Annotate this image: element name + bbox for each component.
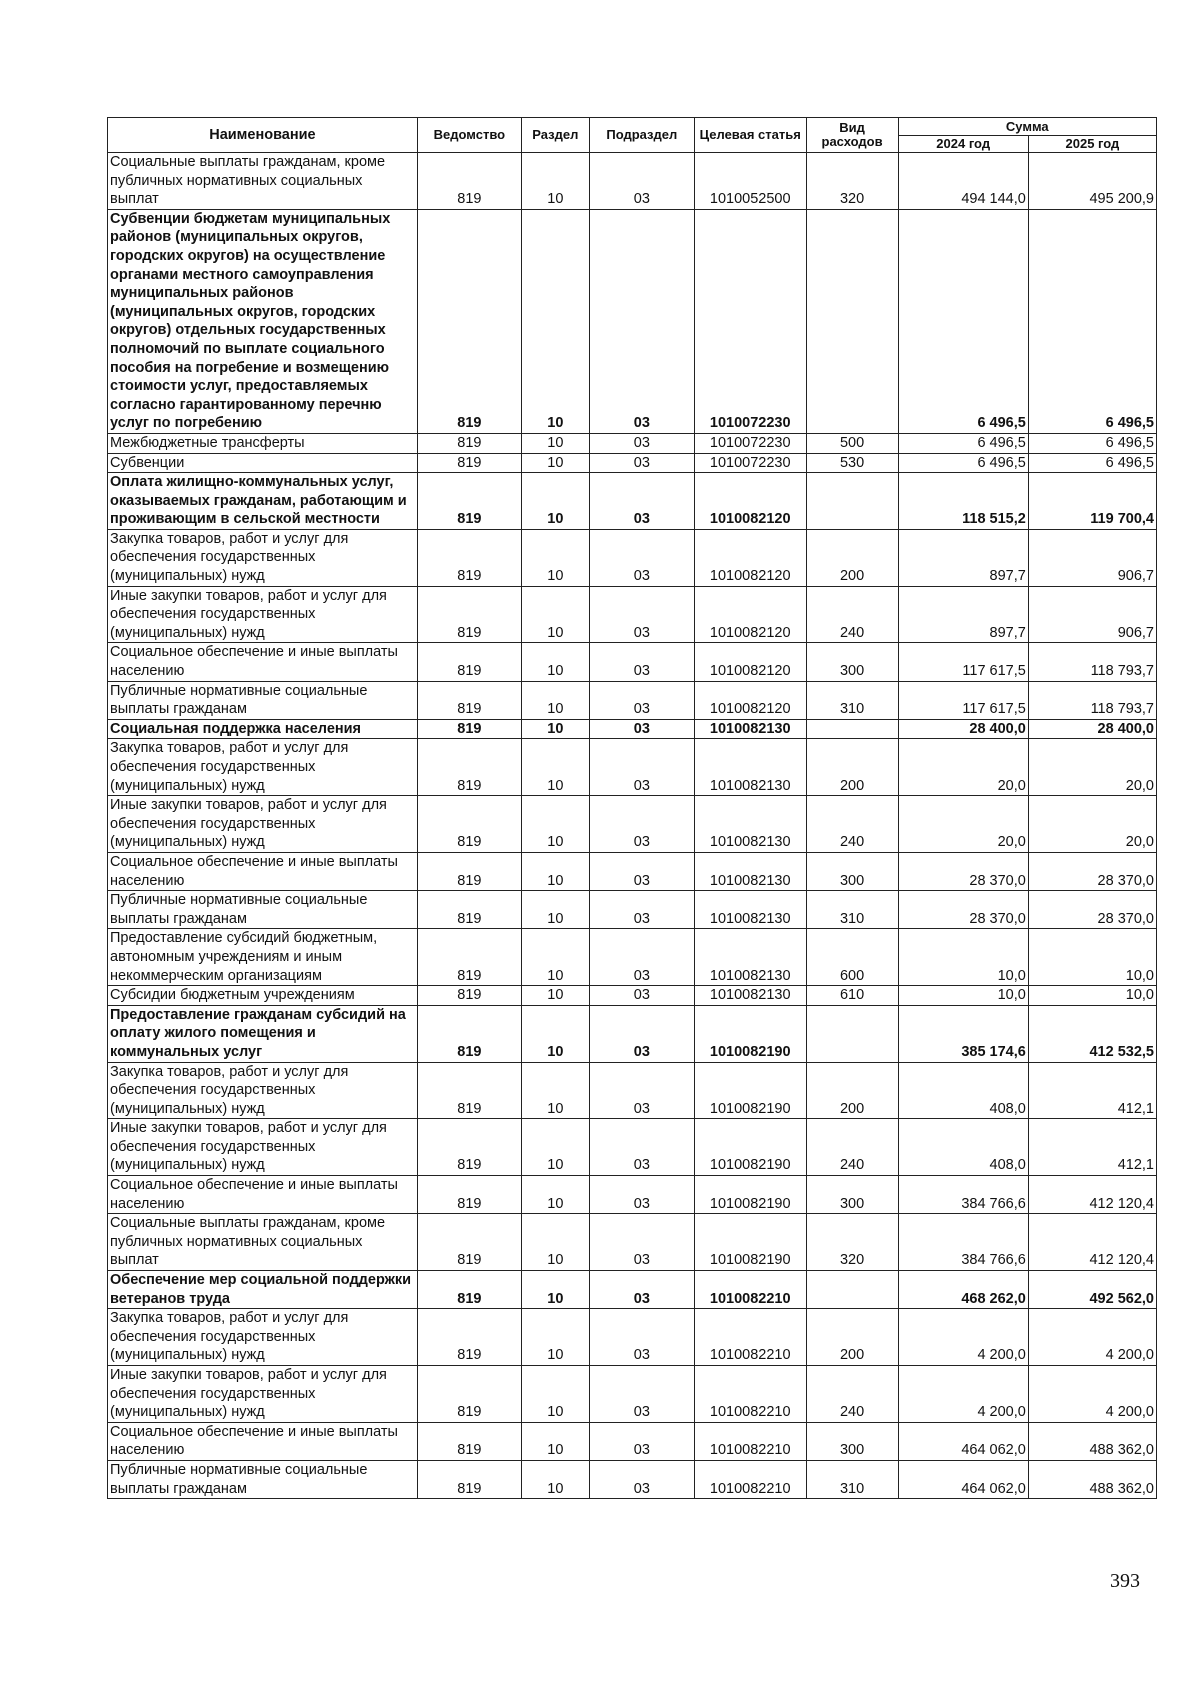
expense-type-cell [806, 719, 898, 739]
sum-2025-cell: 6 496,5 [1028, 433, 1156, 453]
table-row [108, 1366, 1157, 1423]
subsection-cell: 03 [589, 433, 694, 453]
sum-2025-cell: 10,0 [1028, 986, 1156, 1006]
expense-type-cell [806, 473, 898, 530]
sum-2024-cell: 117 617,5 [898, 681, 1028, 719]
expense-type-cell: 530 [806, 453, 898, 473]
subsection-cell: 03 [589, 1271, 694, 1309]
section-cell: 10 [521, 891, 589, 929]
subsection-cell: 03 [589, 586, 694, 643]
sum-2025-cell: 28 370,0 [1028, 891, 1156, 929]
row-name-cell: Субвенции [108, 453, 418, 473]
section-cell: 10 [521, 1366, 589, 1423]
expense-type-cell: 320 [806, 1214, 898, 1271]
sum-2024-cell: 4 200,0 [898, 1309, 1028, 1366]
expense-type-cell [806, 1271, 898, 1309]
table-row [108, 719, 1157, 739]
row-name-cell: Социальная поддержка населения [108, 719, 418, 739]
subsection-cell: 03 [589, 529, 694, 586]
row-name-cell: Предоставление гражданам субсидий на оплату жилого помещения и коммунальных услуг [108, 1005, 418, 1062]
row-name-cell: Иные закупки товаров, работ и услуг для обеспечения государственных (муниципальных) нужд [108, 586, 418, 643]
table-row [108, 796, 1157, 853]
subsection-cell: 03 [589, 153, 694, 210]
department-cell: 819 [417, 1366, 521, 1423]
department-cell: 819 [417, 1005, 521, 1062]
sum-2024-cell: 118 515,2 [898, 473, 1028, 530]
expense-type-cell: 200 [806, 529, 898, 586]
target-article-cell: 1010082120 [694, 586, 806, 643]
sum-2025-cell: 28 400,0 [1028, 719, 1156, 739]
table-row [108, 1005, 1157, 1062]
section-cell: 10 [521, 719, 589, 739]
table-row [108, 453, 1157, 473]
expense-type-cell: 300 [806, 643, 898, 681]
target-article-cell: 1010082130 [694, 852, 806, 890]
sum-2025-cell: 412,1 [1028, 1062, 1156, 1119]
target-article-cell: 1010082130 [694, 929, 806, 986]
sum-2025-cell: 4 200,0 [1028, 1366, 1156, 1423]
sum-2025-cell: 20,0 [1028, 739, 1156, 796]
target-article-cell: 1010052500 [694, 153, 806, 210]
section-cell: 10 [521, 1422, 589, 1460]
department-cell: 819 [417, 986, 521, 1006]
target-article-cell: 1010072230 [694, 433, 806, 453]
row-name-cell: Публичные нормативные социальные выплаты гражданам [108, 1460, 418, 1498]
table-body [108, 153, 1157, 1499]
subsection-cell: 03 [589, 681, 694, 719]
row-name-cell: Субвенции бюджетам муниципальных районов (муниципальных округов, городских округов) на осуществление органами местного самоуправления муниципальных районов (муниципальных округов, городских округов) отдельных государственных полномочий по выплате социального пособия на погребение и возмещению стоимости услуг, предоставляемых согласно гарантированному перечню услуг по погребению [108, 209, 418, 433]
sum-2025-cell: 492 562,0 [1028, 1271, 1156, 1309]
department-cell: 819 [417, 433, 521, 453]
section-cell: 10 [521, 1460, 589, 1498]
subsection-cell: 03 [589, 1460, 694, 1498]
department-cell: 819 [417, 739, 521, 796]
section-cell: 10 [521, 986, 589, 1006]
header-year-2025: 2025 год [1028, 136, 1156, 153]
row-name-cell: Закупка товаров, работ и услуг для обеспечения государственных (муниципальных) нужд [108, 1062, 418, 1119]
row-name-cell: Публичные нормативные социальные выплаты гражданам [108, 681, 418, 719]
table-header [108, 118, 1157, 153]
sum-2025-cell: 412,1 [1028, 1119, 1156, 1176]
table-row [108, 1422, 1157, 1460]
expense-type-cell: 240 [806, 1119, 898, 1176]
subsection-cell: 03 [589, 1062, 694, 1119]
table-row [108, 891, 1157, 929]
sum-2024-cell: 20,0 [898, 796, 1028, 853]
row-name-cell: Межбюджетные трансферты [108, 433, 418, 453]
sum-2025-cell: 488 362,0 [1028, 1422, 1156, 1460]
target-article-cell: 1010082210 [694, 1271, 806, 1309]
sum-2024-cell: 897,7 [898, 586, 1028, 643]
table-row [108, 473, 1157, 530]
table-row [108, 153, 1157, 210]
expense-type-cell: 240 [806, 1366, 898, 1423]
expense-type-cell: 320 [806, 153, 898, 210]
sum-2025-cell: 906,7 [1028, 529, 1156, 586]
target-article-cell: 1010082120 [694, 643, 806, 681]
section-cell: 10 [521, 1062, 589, 1119]
row-name-cell: Иные закупки товаров, работ и услуг для обеспечения государственных (муниципальных) нужд [108, 796, 418, 853]
sum-2024-cell: 10,0 [898, 986, 1028, 1006]
expense-type-cell: 310 [806, 681, 898, 719]
target-article-cell: 1010082190 [694, 1062, 806, 1119]
row-name-cell: Закупка товаров, работ и услуг для обеспечения государственных (муниципальных) нужд [108, 739, 418, 796]
sum-2025-cell: 118 793,7 [1028, 681, 1156, 719]
section-cell: 10 [521, 796, 589, 853]
expense-type-cell: 310 [806, 1460, 898, 1498]
row-name-cell: Социальное обеспечение и иные выплаты населению [108, 643, 418, 681]
section-cell: 10 [521, 433, 589, 453]
expense-type-cell: 500 [806, 433, 898, 453]
row-name-cell: Субсидии бюджетным учреждениям [108, 986, 418, 1006]
table-row [108, 1214, 1157, 1271]
sum-2024-cell: 384 766,6 [898, 1214, 1028, 1271]
expense-type-cell [806, 209, 898, 433]
department-cell: 819 [417, 1062, 521, 1119]
expense-type-cell: 240 [806, 586, 898, 643]
table-row [108, 986, 1157, 1006]
sum-2025-cell: 488 362,0 [1028, 1460, 1156, 1498]
section-cell: 10 [521, 929, 589, 986]
target-article-cell: 1010082130 [694, 796, 806, 853]
sum-2024-cell: 468 262,0 [898, 1271, 1028, 1309]
table-row [108, 1176, 1157, 1214]
target-article-cell: 1010082130 [694, 986, 806, 1006]
sum-2025-cell: 412 120,4 [1028, 1176, 1156, 1214]
subsection-cell: 03 [589, 473, 694, 530]
sum-2024-cell: 117 617,5 [898, 643, 1028, 681]
expense-type-cell: 300 [806, 1422, 898, 1460]
budget-page [107, 117, 1157, 1499]
sum-2025-cell: 906,7 [1028, 586, 1156, 643]
sum-2024-cell: 384 766,6 [898, 1176, 1028, 1214]
row-name-cell: Иные закупки товаров, работ и услуг для обеспечения государственных (муниципальных) нужд [108, 1366, 418, 1423]
table-row [108, 433, 1157, 453]
sum-2025-cell: 118 793,7 [1028, 643, 1156, 681]
target-article-cell: 1010082130 [694, 739, 806, 796]
subsection-cell: 03 [589, 929, 694, 986]
department-cell: 819 [417, 1176, 521, 1214]
section-cell: 10 [521, 209, 589, 433]
department-cell: 819 [417, 453, 521, 473]
sum-2024-cell: 28 400,0 [898, 719, 1028, 739]
expense-type-cell: 310 [806, 891, 898, 929]
department-cell: 819 [417, 473, 521, 530]
sum-2024-cell: 464 062,0 [898, 1460, 1028, 1498]
target-article-cell: 1010082120 [694, 473, 806, 530]
row-name-cell: Социальные выплаты гражданам, кроме публичных нормативных социальных выплат [108, 153, 418, 210]
table-row [108, 209, 1157, 433]
sum-2025-cell: 20,0 [1028, 796, 1156, 853]
expense-type-cell: 600 [806, 929, 898, 986]
header-department: Ведомство [417, 118, 521, 153]
section-cell: 10 [521, 529, 589, 586]
page-number: 393 [1110, 1570, 1140, 1592]
section-cell: 10 [521, 453, 589, 473]
target-article-cell: 1010082190 [694, 1005, 806, 1062]
department-cell: 819 [417, 719, 521, 739]
subsection-cell: 03 [589, 986, 694, 1006]
subsection-cell: 03 [589, 719, 694, 739]
header-target-article: Целевая статья [694, 118, 806, 153]
sum-2025-cell: 4 200,0 [1028, 1309, 1156, 1366]
table-row [108, 1062, 1157, 1119]
target-article-cell: 1010082190 [694, 1176, 806, 1214]
department-cell: 819 [417, 529, 521, 586]
target-article-cell: 1010082120 [694, 529, 806, 586]
subsection-cell: 03 [589, 209, 694, 433]
subsection-cell: 03 [589, 852, 694, 890]
expense-type-cell: 240 [806, 796, 898, 853]
department-cell: 819 [417, 891, 521, 929]
department-cell: 819 [417, 1460, 521, 1498]
sum-2024-cell: 408,0 [898, 1062, 1028, 1119]
subsection-cell: 03 [589, 1119, 694, 1176]
subsection-cell: 03 [589, 643, 694, 681]
header-section: Раздел [521, 118, 589, 153]
subsection-cell: 03 [589, 891, 694, 929]
header-subsection: Подраздел [589, 118, 694, 153]
section-cell: 10 [521, 739, 589, 796]
subsection-cell: 03 [589, 739, 694, 796]
section-cell: 10 [521, 1119, 589, 1176]
subsection-cell: 03 [589, 1366, 694, 1423]
sum-2024-cell: 494 144,0 [898, 153, 1028, 210]
target-article-cell: 1010082210 [694, 1460, 806, 1498]
subsection-cell: 03 [589, 453, 694, 473]
row-name-cell: Социальные выплаты гражданам, кроме публичных нормативных социальных выплат [108, 1214, 418, 1271]
section-cell: 10 [521, 643, 589, 681]
department-cell: 819 [417, 681, 521, 719]
table-row [108, 1119, 1157, 1176]
sum-2024-cell: 408,0 [898, 1119, 1028, 1176]
department-cell: 819 [417, 1309, 521, 1366]
table-row [108, 1460, 1157, 1498]
department-cell: 819 [417, 796, 521, 853]
target-article-cell: 1010082130 [694, 891, 806, 929]
department-cell: 819 [417, 153, 521, 210]
department-cell: 819 [417, 1271, 521, 1309]
department-cell: 819 [417, 209, 521, 433]
table-row [108, 529, 1157, 586]
subsection-cell: 03 [589, 796, 694, 853]
subsection-cell: 03 [589, 1309, 694, 1366]
row-name-cell: Социальное обеспечение и иные выплаты населению [108, 852, 418, 890]
target-article-cell: 1010082190 [694, 1214, 806, 1271]
section-cell: 10 [521, 1005, 589, 1062]
sum-2025-cell: 119 700,4 [1028, 473, 1156, 530]
header-year-2024: 2024 год [898, 136, 1028, 153]
subsection-cell: 03 [589, 1005, 694, 1062]
sum-2024-cell: 4 200,0 [898, 1366, 1028, 1423]
section-cell: 10 [521, 1309, 589, 1366]
target-article-cell: 1010082210 [694, 1309, 806, 1366]
section-cell: 10 [521, 1176, 589, 1214]
section-cell: 10 [521, 852, 589, 890]
department-cell: 819 [417, 1119, 521, 1176]
department-cell: 819 [417, 929, 521, 986]
sum-2024-cell: 464 062,0 [898, 1422, 1028, 1460]
budget-table [107, 117, 1157, 1499]
sum-2024-cell: 20,0 [898, 739, 1028, 796]
table-row [108, 739, 1157, 796]
sum-2024-cell: 6 496,5 [898, 209, 1028, 433]
sum-2025-cell: 412 120,4 [1028, 1214, 1156, 1271]
sum-2024-cell: 28 370,0 [898, 852, 1028, 890]
table-row [108, 1271, 1157, 1309]
department-cell: 819 [417, 852, 521, 890]
row-name-cell: Закупка товаров, работ и услуг для обеспечения государственных (муниципальных) нужд [108, 529, 418, 586]
table-row [108, 586, 1157, 643]
sum-2024-cell: 10,0 [898, 929, 1028, 986]
sum-2024-cell: 385 174,6 [898, 1005, 1028, 1062]
expense-type-cell: 200 [806, 1309, 898, 1366]
sum-2025-cell: 28 370,0 [1028, 852, 1156, 890]
department-cell: 819 [417, 1422, 521, 1460]
table-row [108, 929, 1157, 986]
sum-2024-cell: 28 370,0 [898, 891, 1028, 929]
sum-2025-cell: 6 496,5 [1028, 209, 1156, 433]
row-name-cell: Предоставление субсидий бюджетным, автономным учреждениям и иным некоммерческим организациям [108, 929, 418, 986]
row-name-cell: Социальное обеспечение и иные выплаты населению [108, 1176, 418, 1214]
row-name-cell: Оплата жилищно-коммунальных услуг, оказываемых гражданам, работающим и проживающим в сельской местности [108, 473, 418, 530]
department-cell: 819 [417, 643, 521, 681]
target-article-cell: 1010072230 [694, 209, 806, 433]
expense-type-cell: 200 [806, 739, 898, 796]
table-row [108, 1309, 1157, 1366]
table-row [108, 852, 1157, 890]
sum-2025-cell: 495 200,9 [1028, 153, 1156, 210]
subsection-cell: 03 [589, 1422, 694, 1460]
header-expense-type: Вид расходов [806, 118, 898, 153]
expense-type-cell: 300 [806, 1176, 898, 1214]
target-article-cell: 1010082210 [694, 1422, 806, 1460]
sum-2025-cell: 412 532,5 [1028, 1005, 1156, 1062]
expense-type-cell [806, 1005, 898, 1062]
sum-2024-cell: 897,7 [898, 529, 1028, 586]
row-name-cell: Социальное обеспечение и иные выплаты населению [108, 1422, 418, 1460]
target-article-cell: 1010072230 [694, 453, 806, 473]
row-name-cell: Закупка товаров, работ и услуг для обеспечения государственных (муниципальных) нужд [108, 1309, 418, 1366]
header-name: Наименование [108, 118, 418, 153]
target-article-cell: 1010082120 [694, 681, 806, 719]
header-sum: Сумма [898, 118, 1156, 136]
row-name-cell: Обеспечение мер социальной поддержки ветеранов труда [108, 1271, 418, 1309]
sum-2025-cell: 10,0 [1028, 929, 1156, 986]
sum-2024-cell: 6 496,5 [898, 453, 1028, 473]
expense-type-cell: 300 [806, 852, 898, 890]
table-row [108, 643, 1157, 681]
section-cell: 10 [521, 1214, 589, 1271]
subsection-cell: 03 [589, 1214, 694, 1271]
section-cell: 10 [521, 473, 589, 530]
department-cell: 819 [417, 1214, 521, 1271]
target-article-cell: 1010082190 [694, 1119, 806, 1176]
section-cell: 10 [521, 1271, 589, 1309]
sum-2025-cell: 6 496,5 [1028, 453, 1156, 473]
row-name-cell: Иные закупки товаров, работ и услуг для обеспечения государственных (муниципальных) нужд [108, 1119, 418, 1176]
department-cell: 819 [417, 586, 521, 643]
section-cell: 10 [521, 586, 589, 643]
target-article-cell: 1010082130 [694, 719, 806, 739]
expense-type-cell: 200 [806, 1062, 898, 1119]
expense-type-cell: 610 [806, 986, 898, 1006]
subsection-cell: 03 [589, 1176, 694, 1214]
sum-2024-cell: 6 496,5 [898, 433, 1028, 453]
target-article-cell: 1010082210 [694, 1366, 806, 1423]
section-cell: 10 [521, 681, 589, 719]
table-row [108, 681, 1157, 719]
section-cell: 10 [521, 153, 589, 210]
row-name-cell: Публичные нормативные социальные выплаты гражданам [108, 891, 418, 929]
